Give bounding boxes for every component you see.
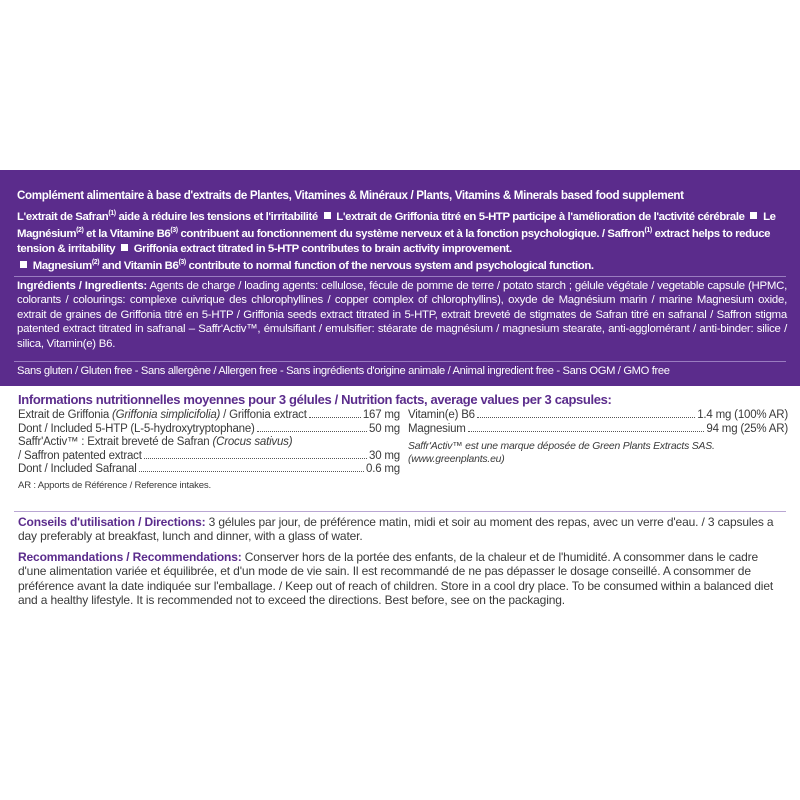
recommendations: Recommandations / Recommendations: Conserver hors de la portée des enfants, de la chaleur et de l'humidité. A consommer dans le cadre d'une alimentation variée et équilibrée, et d'un mode de vie sain. Il est recommandé de ne pas dépasser le dosage conseillé. A consommer de préférence avant la date indiquée sur l'emballage. / Keep out of reach of children. Store in a cool dry place. To be consumed within a balanced diet and a healthy lifestyle. It is recommended not to exceed the directions. Best before, see on the packaging.	[18, 550, 774, 608]
nutrition-left-column	[18, 409, 400, 493]
divider	[14, 276, 786, 277]
product-title: Complément alimentaire à base d'extraits de Plantes, Vitamines & Minéraux / Plants, Vitamins & Minerals based food supplement	[17, 189, 684, 202]
divider	[14, 361, 786, 362]
square-bullet-icon	[750, 212, 757, 219]
ingredients: Ingrédients / Ingredients: Agents de charge / loading agents: cellulose, fécule de pomme de terre / potato starch ; gélule végétale / vegetable capsule (HPMC, colorants / colourings: complexe cuivrique des chlorophyllines / copper complex of chlorophyllins), oxyde de Magnésium marin / marine Magnesium oxide, extrait de graines de Griffonia titré en 5-HTP / Griffonia seeds extract titrated in 5-HTP, extrait breveté de stigmates de Safran titré en safranal / Saffron stigma patented extract titrated in safranal – Saffr'Activ™, émulsifiant / emulsifier: stéarate de magnésium / magnesium stearate, anti-agglomérant / anti-binder: silice / silica, Vitamin(e) B6.	[17, 280, 787, 350]
nutrition-row-saffron: / Saffron patented extract 30 mg	[18, 449, 400, 462]
free-from-line: Sans gluten / Gluten free - Sans allergène / Allergen free - Sans ingrédients d'origine animale / Animal ingredient free - Sans OGM / GMO free	[17, 365, 670, 377]
nutrition-right-column	[408, 409, 788, 466]
label-band	[0, 170, 800, 386]
nutrition-row-safranal: Dont / Included Safranal 0.6 mg	[18, 463, 400, 476]
nutrition-row-b6: Vitamin(e) B6 1.4 mg (100% AR)	[408, 409, 788, 421]
nutrition-row-griffonia: Extrait de Griffonia (Griffonia simplicifolia) / Griffonia extract 167 mg	[18, 409, 400, 421]
health-claims: L'extrait de Safran$^{(1)}$ aide à réduire les tensions et l'irritabilité L'extrait de Griffonia titré en 5-HTP participe à l'amélioration de l'activité cérébrale Le Magnésium$^{(2)}$ et la Vitamine B6$^{(3)}$ contribuent au fonctionnement du système nerveux et à la fonction psychologique. / Saffron$^{(1)}$ extract helps to reduce tension & irritability Griffonia extract titrated in 5-HTP contributes to brain activity improvement. Magnesium$^{(2)}$ and Vitamin B6$^{(3)}$ contribute to normal function of the nervous system and psychological function.	[17, 210, 776, 272]
nutrition-saffr-label: Saffr'Activ™ : Extrait breveté de Safran (Crocus sativus)	[18, 436, 293, 449]
directions: Conseils d'utilisation / Directions: 3 gélules par jour, de préférence matin, midi et soir au moment des repas, avec un verre d'eau. / 3 capsules a day preferably at breakfast, lunch and dinner, with a glass of water.	[18, 515, 774, 544]
nutrition-row-magnesium: Magnesium 94 mg (25% AR)	[408, 422, 788, 435]
square-bullet-icon	[20, 261, 27, 268]
nutrition-heading: Informations nutritionnelles moyennes pour 3 gélules / Nutrition facts, average values per 3 capsules:	[18, 392, 612, 407]
square-bullet-icon	[324, 212, 331, 219]
divider	[14, 511, 786, 512]
trademark-note: Saffr'Activ™ est une marque déposée de Green Plants Extracts SAS. (www.greenplants.eu)	[408, 441, 715, 466]
reference-intakes-note: AR : Apports de Référence / Reference intakes.	[18, 479, 211, 491]
nutrition-row-5htp: Dont / Included 5-HTP (L-5-hydroxytryptophane) 50 mg	[18, 422, 400, 435]
square-bullet-icon	[121, 244, 128, 251]
